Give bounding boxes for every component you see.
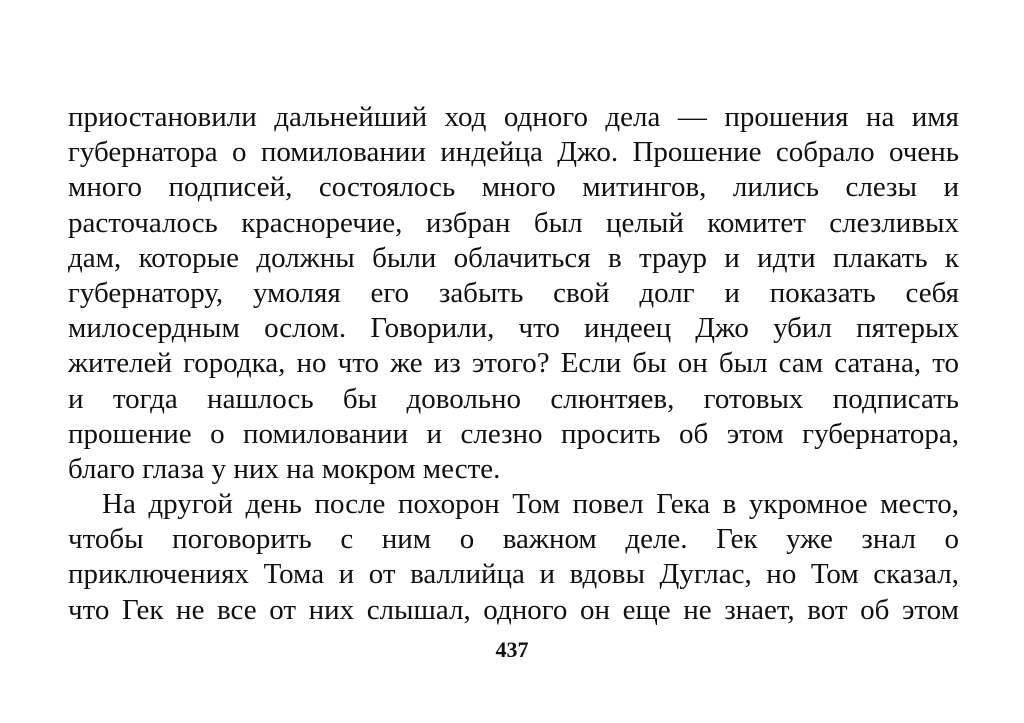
paragraph-1 (68, 100, 959, 487)
text-line: губернатору, умоляя его забыть свой долг и показать себя (68, 276, 959, 309)
text-line: много подписей, состоялось много митингов, лились слезы и (68, 171, 959, 204)
text-line: чтобы поговорить с ним о важном деле. Гек уже знал о (68, 523, 959, 556)
text-line: прошение о помиловании и слезно просить об этом губернатора, (68, 417, 959, 450)
text-line: приостановили дальнейший ход одного дела — прошения на имя (68, 101, 959, 133)
text-line: На другой день после похорон Том повел Гека в укромное место, (102, 488, 959, 521)
text-line: дам, которые должны были облачиться в траур и идти плакать к (68, 241, 959, 274)
text-line: жителей городка, но что же из этого? Если бы он был сам сатана, то (68, 347, 959, 380)
text-line: благо глаза у них на мокром месте. (68, 452, 501, 485)
text-line: милосердным ослом. Говорили, что индеец Джо убил пятерых (68, 312, 959, 345)
text-line: губернатора о помиловании индейца Джо. Прошение собрало очень (68, 136, 959, 169)
page-body (68, 100, 959, 628)
paragraph-2 (68, 487, 959, 628)
page-number: 437 (495, 637, 529, 662)
text-line: и тогда нашлось бы довольно слюнтяев, готовых подписать (68, 382, 959, 415)
text-line: расточалось красноречие, избран был целый комитет слезливых (68, 206, 959, 239)
text-line: приключениях Тома и от валлийца и вдовы Дуглас, но Том сказал, (68, 558, 959, 591)
text-line: что Гек не все от них слышал, одного он еще не знает, вот об этом (68, 593, 959, 626)
